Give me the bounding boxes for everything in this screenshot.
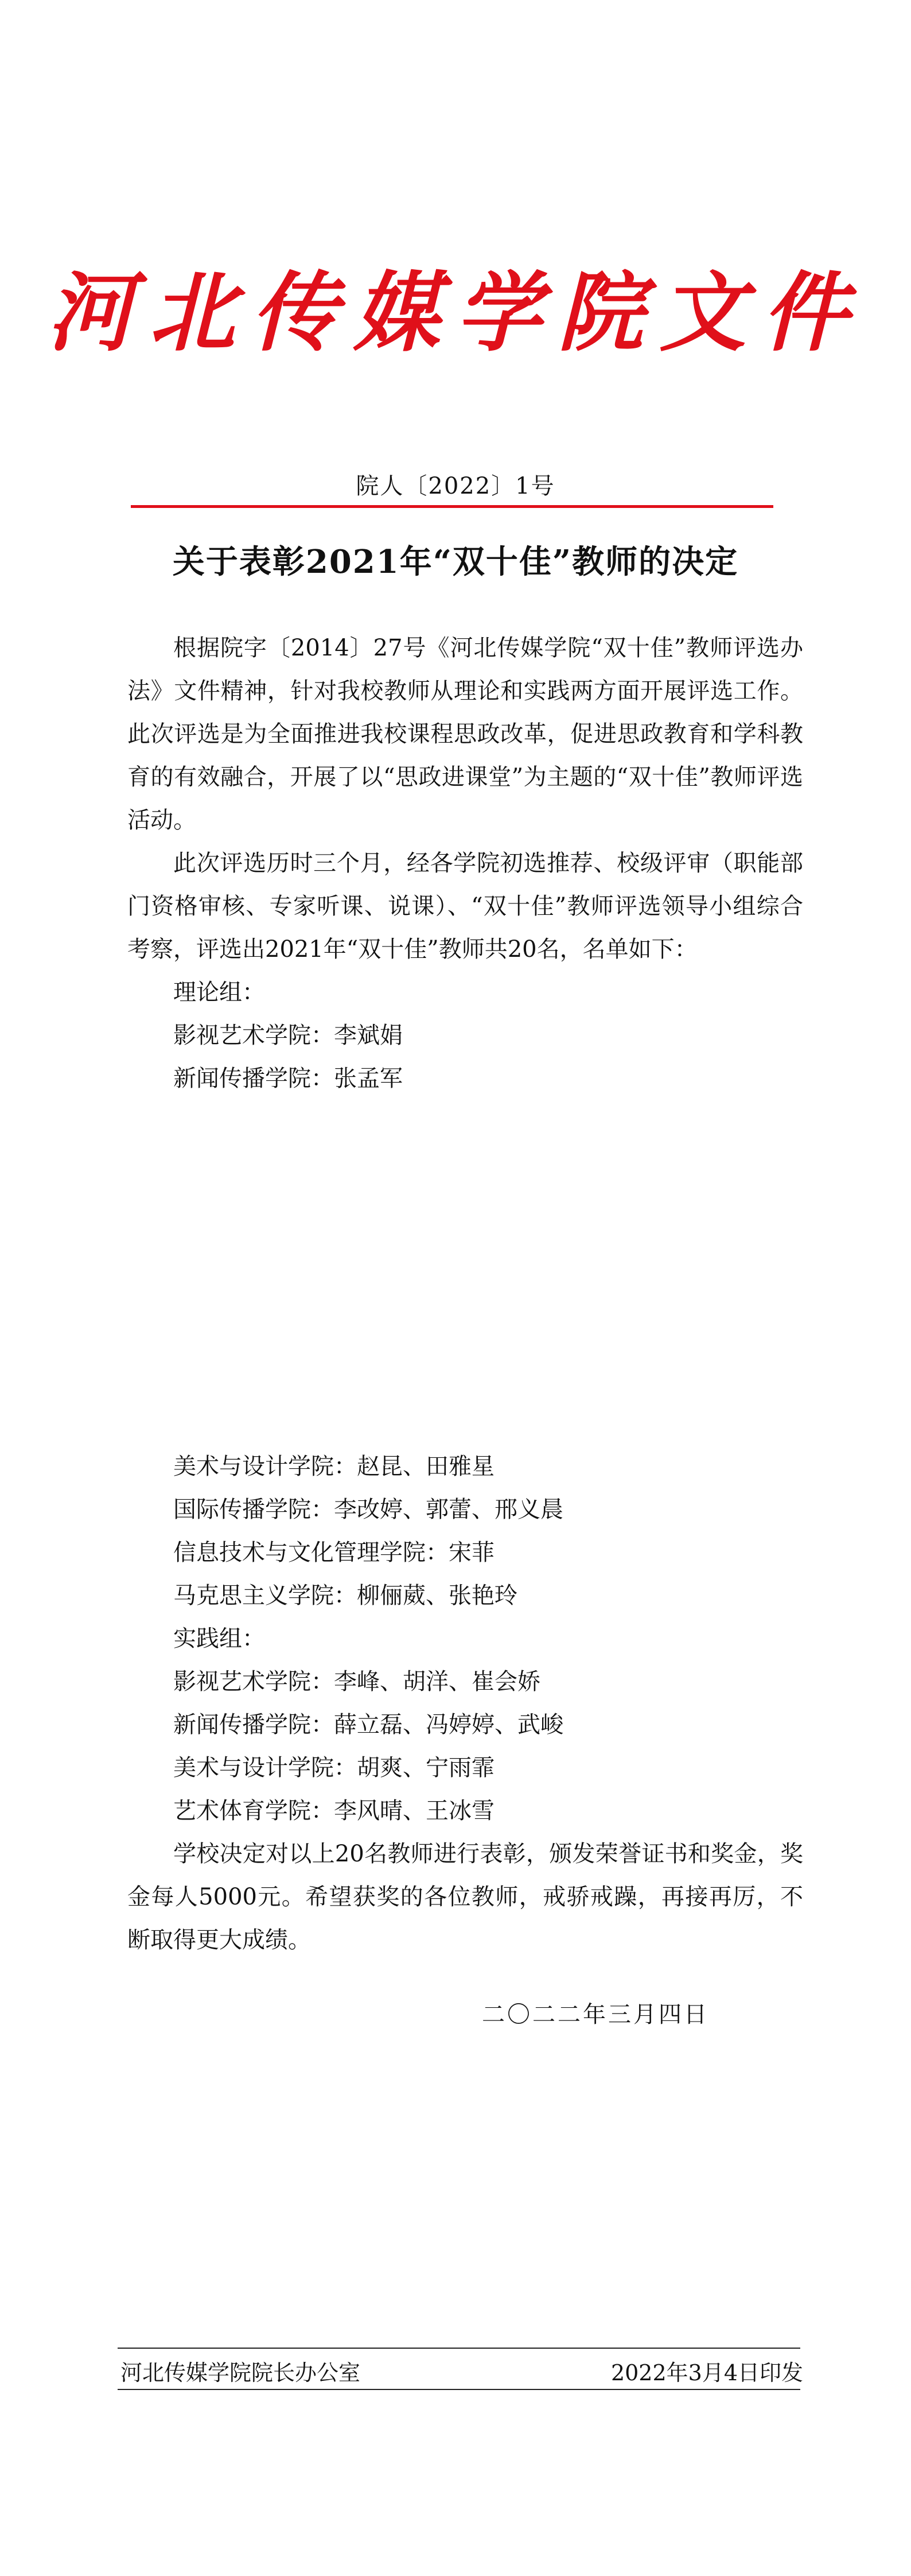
list-item: 影视艺术学院：李斌娟	[173, 1022, 403, 1049]
list-item: 艺术体育学院：李风晴、王冰雪	[173, 1798, 495, 1824]
footer-print-date: 2022年3月4日印发	[610, 2360, 803, 2385]
list-item: 信息技术与文化管理学院：宋菲	[173, 1539, 495, 1566]
document-number: 院人〔2022〕1号	[356, 473, 555, 499]
footer-bottom-rule	[118, 2389, 800, 2390]
issue-date: 二〇二二年三月四日	[482, 2001, 709, 2028]
document-masthead: 河北传媒学院文件	[46, 262, 864, 363]
document-title: 关于表彰2021年“双十佳”教师的决定	[172, 543, 739, 581]
paragraph-1: 根据院字〔2014〕27号《河北传媒学院“双十佳”教师评选办法》文件精神，针对我校教师从理论和实践两方面开展评选工作。此次评选是为全面推进我校课程思政改革，促进思政教育和学科教育的有效融合，开展了以“思政进课堂”为主题的“双十佳”教师评选活动。	[127, 635, 803, 833]
list-item: 美术与设计学院：赵昆、田雅星	[173, 1453, 495, 1480]
closing-paragraph: 学校决定对以上20名教师进行表彰，颁发荣誉证书和奖金，奖金每人5000元。希望获奖的各位教师，戒骄戒躁，再接再厉，不断取得更大成绩。	[127, 1841, 803, 1953]
list-item: 美术与设计学院：胡爽、宁雨霏	[173, 1755, 495, 1781]
list-item: 国际传播学院：李改婷、郭蕾、邢义晨	[173, 1496, 563, 1523]
red-divider-line	[131, 505, 773, 508]
list-item: 新闻传播学院：薛立磊、冯婷婷、武峻	[173, 1712, 563, 1738]
paragraph-2: 此次评选历时三个月，经各学院初选推荐、校级评审（职能部门资格审核、专家听课、说课）、“双十佳”教师评选领导小组综合考察，评选出2021年“双十佳”教师共20名，名单如下：	[127, 850, 803, 963]
list-item: 理论组：	[173, 979, 265, 1006]
list-item: 马克思主义学院：柳俪葳、张艳玲	[173, 1582, 517, 1609]
footer-issuer: 河北传媒学院院长办公室	[120, 2360, 361, 2385]
list-item: 实践组：	[173, 1625, 265, 1652]
footer-top-rule	[118, 2348, 800, 2349]
body-bottom	[127, 1445, 803, 1962]
list-item: 新闻传播学院：张孟军	[173, 1065, 403, 1092]
list-item: 影视艺术学院：李峰、胡洋、崔会娇	[173, 1669, 540, 1695]
body-top	[127, 627, 803, 1100]
